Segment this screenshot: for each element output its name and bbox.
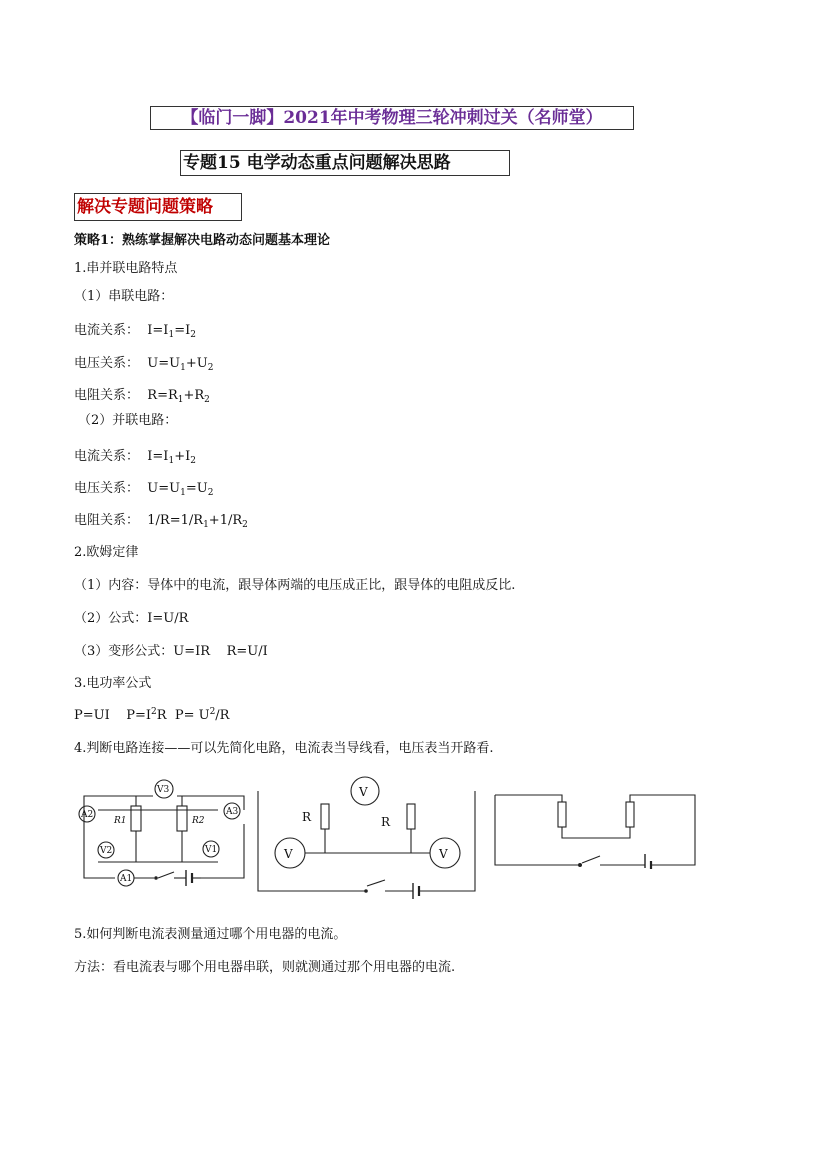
parallel-resistance-label: 电阻关系： xyxy=(74,513,140,528)
topic-title: 专题15 电学动态重点问题解决思路 xyxy=(180,150,510,176)
strategy-heading: 策略1：熟练掌握解决电路动态问题基本理论 xyxy=(74,233,331,248)
series-resistance-label: 电阻关系： xyxy=(74,388,140,403)
section-heading: 解决专题问题策略 xyxy=(74,193,242,221)
series-circuit-label: （1）串联电路： xyxy=(74,289,174,304)
series-voltage-label: 电压关系： xyxy=(74,356,140,371)
document-title: 【临门一脚】2021年中考物理三轮冲刺过关（名师堂） xyxy=(150,106,634,130)
ohms-law-formula: （2）公式：I=U/R xyxy=(74,611,189,626)
parallel-current-label: 电流关系： xyxy=(74,449,140,464)
ammeter-a1-label: A1 xyxy=(120,874,133,884)
item-judge-connection: 4.判断电路连接——可以先简化电路，电流表当导线看，电压表当开路看. xyxy=(74,741,494,756)
variant-label: （3）变形公式： xyxy=(74,644,174,659)
resistor-r1-label: R1 xyxy=(114,816,127,826)
circuit-diagram-1 xyxy=(74,776,254,891)
formula: $I=I_1+I_2$ xyxy=(147,449,196,466)
series-current-relation xyxy=(74,323,196,339)
item-power-formula: 3.电功率公式 xyxy=(74,676,152,691)
series-current-label: 电流关系： xyxy=(74,323,140,338)
formula: $R=R_1+R_2$ xyxy=(147,388,210,405)
voltmeter-top-label: V xyxy=(359,785,368,799)
item-ohms-law: 2.欧姆定律 xyxy=(74,545,139,560)
variant-formula-b: R=U/I xyxy=(226,644,268,659)
formula: $U=U_1=U_2$ xyxy=(147,481,214,498)
voltmeter-right-label: V xyxy=(439,847,448,861)
ammeter-a3-label: A3 xyxy=(226,807,239,817)
formula: $1/R=1/R_1+1/R_2$ xyxy=(147,513,248,530)
resistor-r2-label: R2 xyxy=(192,816,205,826)
resistor-right-label: R xyxy=(381,815,391,829)
resistor-left-label: R xyxy=(302,810,312,824)
ohms-law-content: （1）内容：导体中的电流，跟导体两端的电压成正比，跟导体的电阻成反比. xyxy=(74,578,516,593)
ammeter-a2-label: A2 xyxy=(81,810,94,820)
voltmeter-v2-label: V2 xyxy=(100,846,113,856)
formula: $U=U_1+U_2$ xyxy=(147,356,214,373)
voltmeter-v3-label: V3 xyxy=(157,785,170,795)
circuit-diagram-3 xyxy=(490,790,700,870)
parallel-current-relation xyxy=(74,449,196,465)
series-voltage-relation xyxy=(74,356,213,372)
voltmeter-left-label: V xyxy=(284,847,293,861)
parallel-circuit-label: （2）并联电路： xyxy=(78,413,178,428)
power-formulas: P=UI $P=I^2R$ $P= U^2/R$ xyxy=(74,707,230,723)
series-resistance-relation xyxy=(74,388,210,404)
circuit-diagram-2 xyxy=(255,776,480,911)
ohms-law-variant xyxy=(74,644,268,660)
parallel-resistance-relation xyxy=(74,513,248,529)
formula: $I=I_1=I_2$ xyxy=(147,323,196,340)
voltmeter-v1-label: V1 xyxy=(205,845,218,855)
item-judge-ammeter: 5.如何判断电流表测量通过哪个用电器的电流。 xyxy=(74,927,347,942)
parallel-voltage-relation xyxy=(74,481,213,497)
item-series-parallel: 1.串并联电路特点 xyxy=(74,261,178,276)
parallel-voltage-label: 电压关系： xyxy=(74,481,140,496)
variant-formula-a: U=IR xyxy=(173,644,211,659)
method-text: 方法：看电流表与哪个用电器串联，则就测通过那个用电器的电流. xyxy=(74,960,456,975)
